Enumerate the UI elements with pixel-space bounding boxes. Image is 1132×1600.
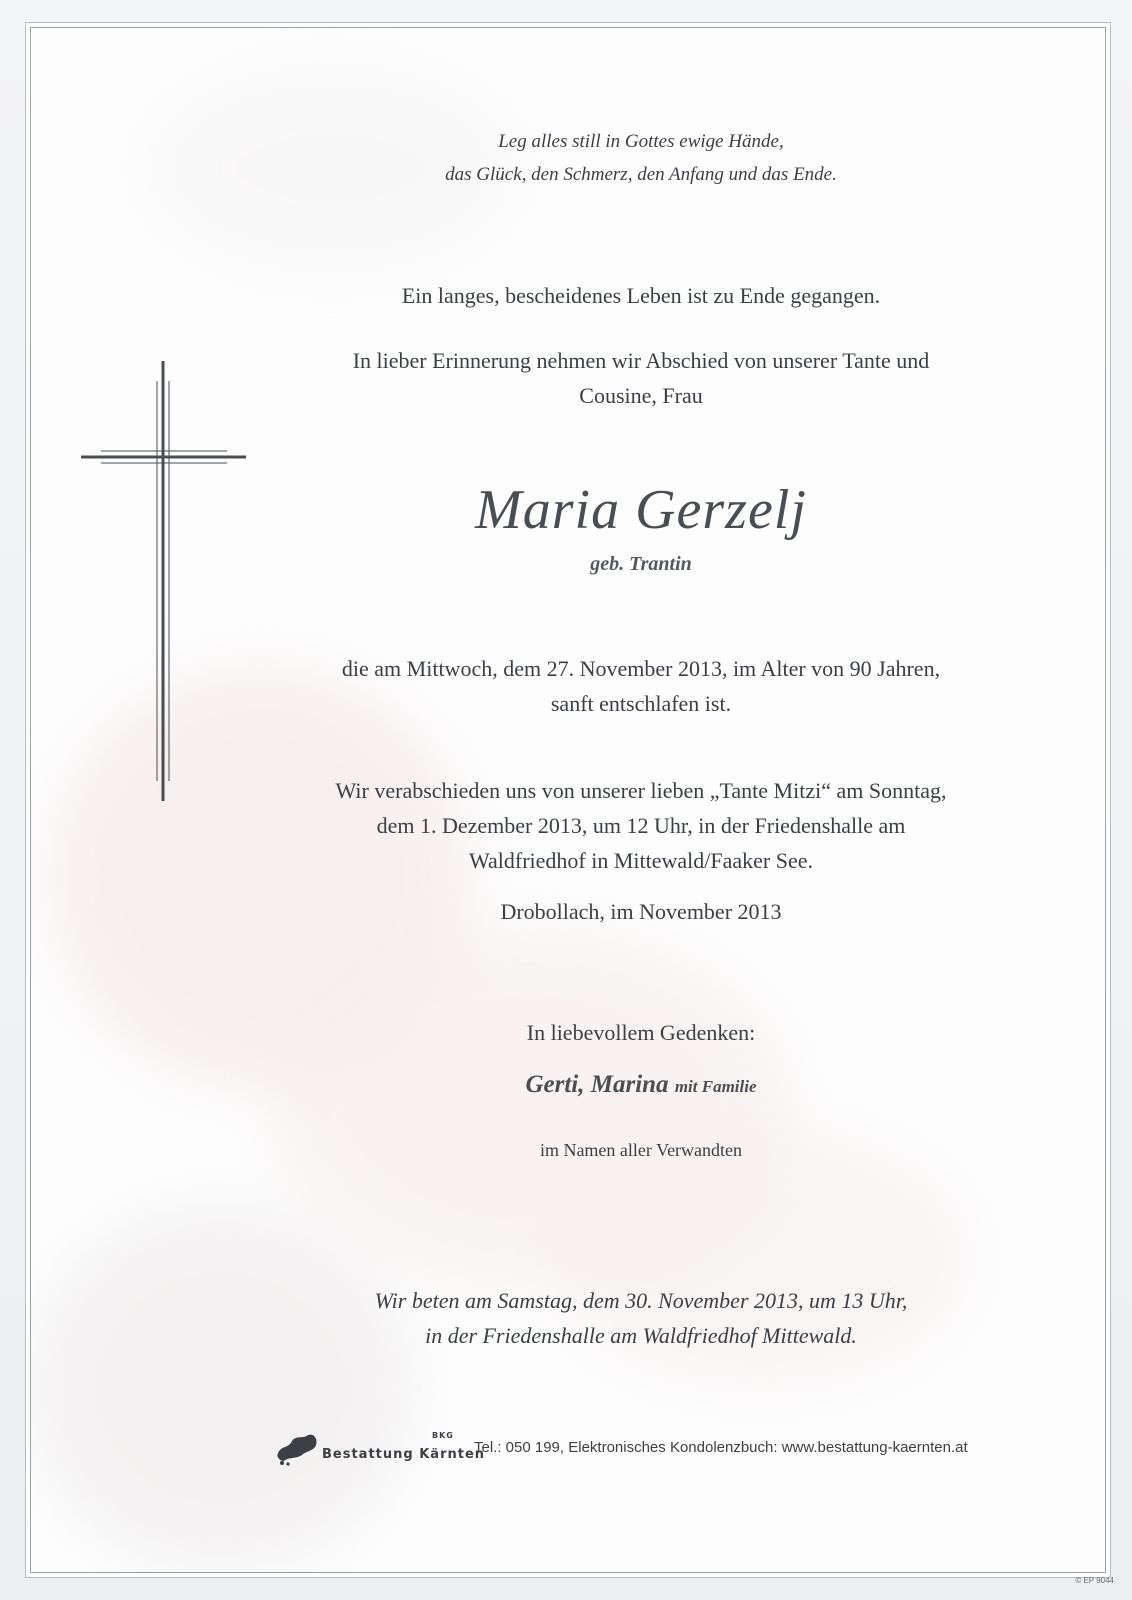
bestattung-logo xyxy=(272,1425,486,1469)
intro-line-2: In lieber Erinnerung nehmen wir Abschied von unserer Tante und xyxy=(352,348,930,373)
cross-icon xyxy=(81,361,251,801)
verse xyxy=(291,125,991,191)
print-code: © EP 9044 xyxy=(1075,1576,1114,1585)
death-notice-line-1: die am Mittwoch, dem 27. November 2013, im Alter von 90 Jahren, xyxy=(341,656,941,681)
mourner-suffix: mit Familie xyxy=(674,1077,757,1096)
intro-line-1: Ein langes, bescheidenes Leben ist zu Ende gegangen. xyxy=(401,283,881,308)
obituary-card xyxy=(30,27,1106,1573)
deceased-name: Maria Gerzelj xyxy=(475,479,807,541)
verse-line-2: das Glück, den Schmerz, den Anfang und das Ende. xyxy=(445,164,837,185)
memory-heading: In liebevollem Gedenken: xyxy=(526,1020,756,1045)
brand-mark: BKG xyxy=(432,1431,454,1440)
intro-line-3: Cousine, Frau xyxy=(579,383,703,408)
mourner-names: Gerti, Marina xyxy=(525,1071,669,1098)
farewell-line-1: Wir verabschieden uns von unserer lieben „Tante Mitzi“ am Sonntag, xyxy=(335,778,947,803)
farewell-line-2: dem 1. Dezember 2013, um 12 Uhr, in der Friedenshalle am xyxy=(376,813,906,838)
brand-name: Bestattung Kärnten xyxy=(322,1447,486,1462)
maiden-name: geb. Trantin xyxy=(590,553,692,575)
intro-paragraph xyxy=(281,343,1001,413)
prayer-line-1: Wir beten am Samstag, dem 30. November 2013, um 13 Uhr, xyxy=(374,1288,908,1313)
mourners xyxy=(291,1071,991,1099)
relatives-note: im Namen aller Verwandten xyxy=(539,1140,743,1160)
prayer-line-2: in der Friedenshalle am Waldfriedhof Mittewald. xyxy=(425,1323,857,1348)
death-notice-line-2: sanft entschlafen ist. xyxy=(550,691,732,716)
floral-wash xyxy=(31,1208,411,1568)
contact-info: Tel.: 050 199, Elektronisches Kondolenzbuch: www.bestattung-kaernten.at xyxy=(474,1439,968,1456)
death-notice xyxy=(261,651,1021,721)
footer xyxy=(272,1425,992,1469)
verse-line-1: Leg alles still in Gottes ewige Hände, xyxy=(498,131,784,152)
farewell-details xyxy=(251,773,1031,878)
place-date: Drobollach, im November 2013 xyxy=(500,899,782,924)
farewell-line-3: Waldfriedhof in Mittewald/Faaker See. xyxy=(468,848,813,873)
carinthia-map-icon xyxy=(274,1427,322,1467)
prayer-notice xyxy=(261,1283,1021,1353)
